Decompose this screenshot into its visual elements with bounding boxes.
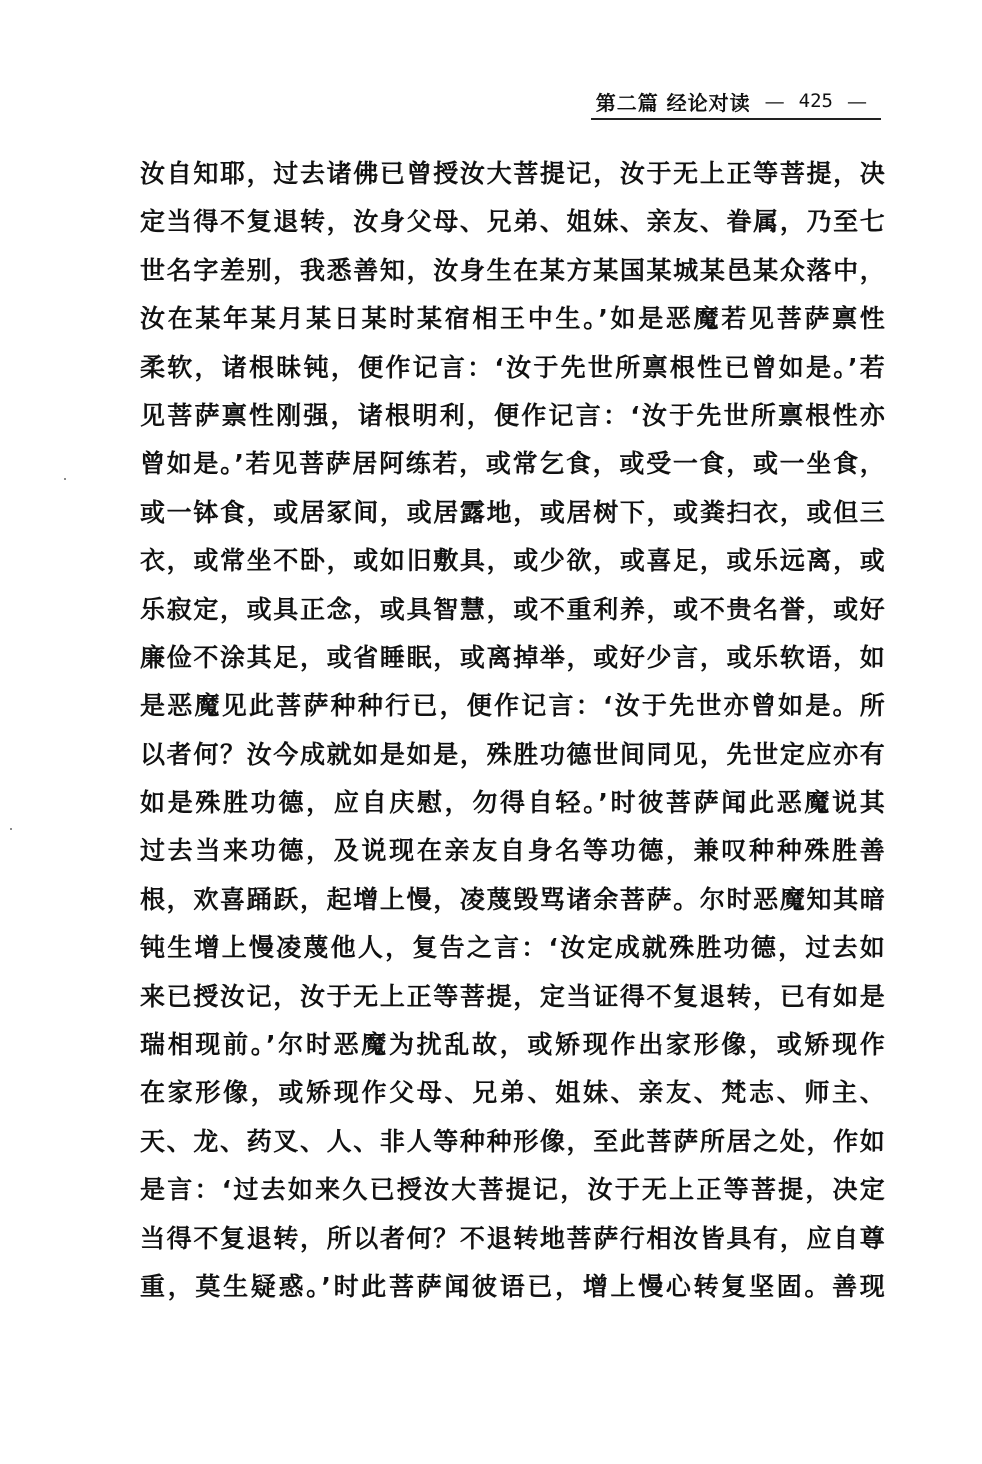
text-line: 在家形像，或矫现作父母、兄弟、姐妹、亲友、梵志、师主、 (140, 1078, 885, 1108)
text-line: 乐寂定，或具正念，或具智慧，或不重利养，或不贵名誉，或好 (140, 594, 885, 624)
text-line: 汝在某年某月某日某时某宿相王中生。’如是恶魔若见菩萨禀性 (140, 304, 885, 334)
text-line: 如是殊胜功德，应自庆慰，勿得自轻。’时彼菩萨闻此恶魔说其 (140, 788, 885, 818)
text-line: 根，欢喜踊跃，起增上慢，凌蔑毁骂诸余菩萨。尔时恶魔知其暗 (140, 884, 885, 914)
text-line: 当得不复退转，所以者何？不退转地菩萨行相汝皆具有，应自尊 (140, 1223, 885, 1253)
text-line: 曾如是。’若见菩萨居阿练若，或常乞食，或受一食，或一坐食， (140, 449, 885, 479)
text-line: 来已授汝记，汝于无上正等菩提，定当证得不复退转，已有如是 (140, 981, 885, 1011)
running-header (591, 88, 881, 120)
chapter-title: 第二篇 经论对读 (595, 90, 751, 115)
text-line: 廉俭不涂其足，或省睡眠，或离掉举，或好少言，或乐软语，如 (140, 642, 885, 672)
text-line: 定当得不复退转，汝身父母、兄弟、姐妹、亲友、眷属，乃至七 (140, 207, 885, 237)
page-number: 425 (798, 90, 833, 112)
text-line: 见菩萨禀性刚强，诸根明利，便作记言：‘汝于先世所禀根性亦 (140, 400, 885, 430)
text-line: 过去当来功德，及说现在亲友自身名等功德，兼叹种种殊胜善 (140, 836, 885, 866)
text-line: 衣，或常坐不卧，或如旧敷具，或少欲，或喜足，或乐远离，或 (140, 546, 885, 576)
text-line: 以者何？汝今成就如是如是，殊胜功德世间同见，先世定应亦有 (140, 739, 885, 769)
text-line: 是言：‘过去如来久已授汝大菩提记，汝于无上正等菩提，决定 (140, 1175, 885, 1205)
scan-speck (10, 828, 12, 830)
text-line: 重，莫生疑惑。’时此菩萨闻彼语已，增上慢心转复坚固。善现 (140, 1271, 885, 1301)
header-dash-left: — (764, 89, 785, 113)
text-line: 天、龙、药叉、人、非人等种种形像，至此菩萨所居之处，作如 (140, 1126, 885, 1156)
header-dash-right: — (847, 89, 867, 113)
text-line: 瑞相现前。’尔时恶魔为扰乱故，或矫现作出家形像，或矫现作 (140, 1030, 885, 1060)
scan-speck (64, 478, 66, 480)
text-line: 是恶魔见此菩萨种种行已，便作记言：‘汝于先世亦曾如是。所 (140, 691, 885, 721)
text-line: 世名字差别，我悉善知，汝身生在某方某国某城某邑某众落中， (140, 255, 885, 285)
text-line: 钝生增上慢凌蔑他人，复告之言：‘汝定成就殊胜功德，过去如 (140, 933, 885, 963)
text-line: 或一钵食，或居冢间，或居露地，或居树下，或粪扫衣，或但三 (140, 497, 885, 527)
text-line: 柔软，诸根昧钝，便作记言：‘汝于先世所禀根性已曾如是。’若 (140, 352, 885, 382)
text-line: 汝自知耶，过去诸佛已曾授汝大菩提记，汝于无上正等菩提，决 (140, 159, 885, 188)
body-text (140, 150, 885, 1311)
